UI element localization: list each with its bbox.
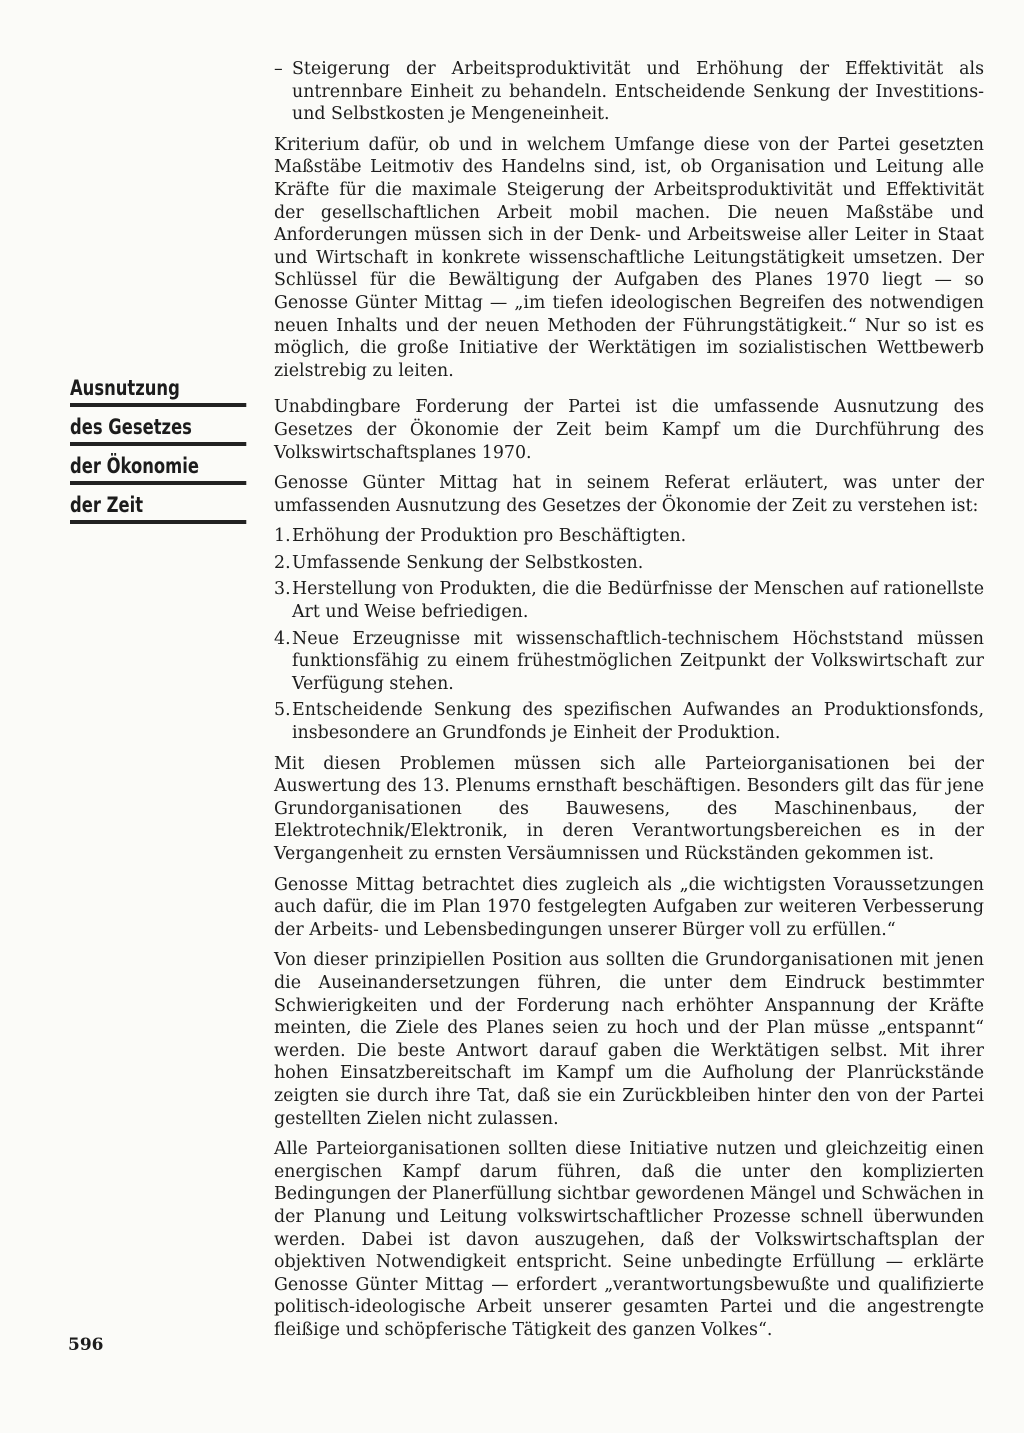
- list-item-text: Herstellung von Produkten, die die Bedürfnisse der Menschen auf rationellste Art und Weise befriedigen.: [292, 579, 984, 623]
- list-item: [274, 628, 984, 696]
- list-item: [274, 699, 984, 744]
- list-item: [274, 552, 984, 575]
- list-item-text: Umfassende Senkung der Selbstkosten.: [292, 552, 644, 573]
- paragraph-5: Genosse Mittag betrachtet dies zugleich als „die wichtigsten Voraussetzungen auch dafür, die im Plan 1970 festgelegten Aufgaben zur weiteren Verbesserung der Arbeits- und Lebensbedingungen unserer Bürger voll zu erfüllen.“: [274, 874, 984, 940]
- list-item-text: Neue Erzeugnisse mit wissenschaftlich-technischem Höchststand müssen funktionsfähig zu einem frühestmöglichen Zeitpunkt der Volkswirtschaft zur Verfügung stehen.: [292, 628, 984, 694]
- sidebar-heading: [70, 374, 246, 530]
- paragraph-4: Mit diesen Problemen müssen sich alle Parteiorganisationen bei der Auswertung des 13. Plenums ernsthaft beschäftigen. Besonders gilt das für jene Grundorganisationen des Bauwesens, des Maschinenbaus, der Elektrotechnik/Elektronik, in deren Verantwortungsbereichen es in der Vergangenheit zu ernsten Versäumnissen und Rückständen gekommen ist.: [274, 753, 984, 864]
- paragraph-3: Genosse Günter Mittag hat in seinem Referat erläutert, was unter der umfassenden Ausnutzung des Gesetzes der Ökonomie der Zeit zu verstehen ist:: [274, 473, 984, 516]
- paragraph-7: Alle Parteiorganisationen sollten diese Initiative nutzen und gleichzeitig einen energischen Kampf darum führen, daß die unter den komplizierten Bedingungen der Planerfüllung sichtbar gewordenen Mängel und Schwächen in der Planung und Leitung volkswirtschaftlicher Prozesse schnell überwunden werden. Dabei ist davon auszugehen, daß der Volkswirtschaftsplan der objektiven Notwendigkeit entspricht. Seine unbedingte Erfüllung — erklärte Genosse Günter Mittag — erfordert „verantwortungsbewußte und qualifizierte politisch-ideologische Arbeit unserer gesamten Partei und die angestrengte fleißige und schöpferische Tätigkeit des ganzen Volkes“.: [274, 1139, 984, 1340]
- sidebar-heading-line-2: des Gesetzes: [70, 413, 246, 446]
- list-item-number: 2.: [274, 552, 291, 573]
- list-item-text: Erhöhung der Produktion pro Beschäftigten.: [292, 526, 687, 547]
- list-item-number: 1.: [274, 526, 291, 547]
- dash-item-text: Steigerung der Arbeitsproduktivität und Erhöhung der Effektivität als untrennbare Einheit zu behandeln. Entscheidende Senkung der Investitions- und Selbstkosten je Mengeneinheit.: [292, 59, 984, 125]
- list-item-number: 4.: [274, 628, 291, 649]
- sidebar-heading-line-1: Ausnutzung: [70, 374, 246, 407]
- sidebar-heading-line-4: der Zeit: [70, 491, 246, 524]
- paragraph-2: Unabdingbare Forderung der Partei ist die umfassende Ausnutzung des Gesetzes der Ökonomie der Zeit beim Kampf um die Durchführung des Volkswirtschaftsplanes 1970.: [274, 397, 984, 463]
- list-item: [274, 525, 984, 548]
- list-item: [274, 578, 984, 623]
- list-item-number: 3.: [274, 579, 291, 600]
- main-text-column: [274, 58, 984, 1349]
- list-item-text: Entscheidende Senkung des spezifischen Aufwandes an Produktionsfonds, insbesondere an Grundfonds je Einheit der Produktion.: [292, 700, 984, 744]
- numbered-list: [274, 525, 984, 744]
- list-item-number: 5.: [274, 700, 291, 721]
- dash-list-item: [274, 58, 984, 126]
- sidebar-heading-line-3: der Ökonomie: [70, 452, 246, 485]
- page-number: 596: [68, 1335, 104, 1355]
- paragraph-1: Kriterium dafür, ob und in welchem Umfange diese von der Partei gesetzten Maßstäbe Leitmotiv des Handelns sind, ist, ob Organisation und Leitung alle Kräfte für die maximale Steigerung der Arbeitsproduktivität und Effektivität der gesellschaftlichen Arbeit mobil machen. Die neuen Maßstäbe und Anforderungen müssen sich in der Denk- und Arbeitsweise aller Leiter in Staat und Wirtschaft in konkrete wissenschaftliche Leitungstätigkeit umsetzen. Der Schlüssel für die Bewältigung der Aufgaben des Planes 1970 liegt — so Genosse Günter Mittag — „im tiefen ideologischen Begreifen des notwendigen neuen Inhalts und der neuen Methoden der Führungstätigkeit.“ Nur so ist es möglich, die große Initiative der Werktätigen im sozialistischen Wettbewerb zielstrebig zu leiten.: [274, 134, 984, 381]
- dash-bullet: –: [274, 59, 283, 79]
- paragraph-6: Von dieser prinzipiellen Position aus sollten die Grundorganisationen mit jenen die Auseinandersetzungen führen, die unter dem Eindruck bestimmter Schwierigkeiten und der Forderung nach erhöhter Anspannung der Kräfte meinten, die Ziele des Planes seien zu hoch und der Plan müsse „entspannt“ werden. Die beste Antwort darauf gaben die Werktätigen selbst. Mit ihrer hohen Einsatzbereitschaft im Kampf um die Aufholung der Planrückstände zeigten sie durch ihre Tat, daß sie ein Zurückbleiben hinter den von der Partei gestellten Zielen nicht zulassen.: [274, 950, 984, 1129]
